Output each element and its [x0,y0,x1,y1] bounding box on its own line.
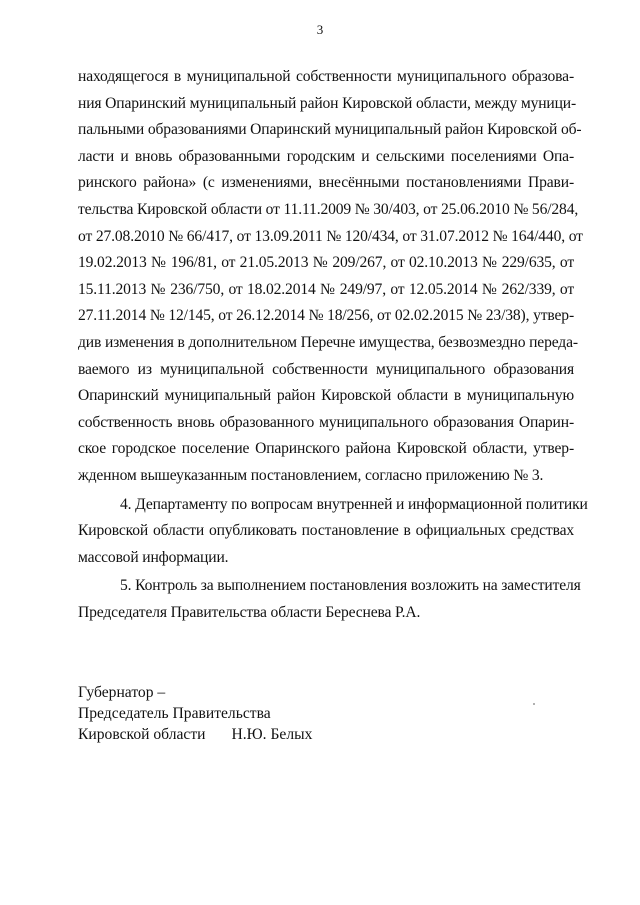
text-line: Опаринский муниципальный район Кировской области в муниципальную [78,387,574,405]
text-line: жденном вышеуказанным постановлением, согласно приложению № 3. [78,466,544,484]
text-line: 27.11.2014 № 12/145, от 26.12.2014 № 18/256, от 02.02.2015 № 23/38), утвер- [78,307,574,325]
page-number: 3 [316,22,324,37]
text-line: 5. Контроль за выполнением постановления возложить на заместителя [120,577,581,595]
text-line: див изменения в дополнительном Перечне имущества, безвозмездно переда- [78,333,578,351]
paragraph-5 [78,573,581,626]
text-line: пальными образованиями Опаринский муниципальный район Кировской об- [78,121,582,139]
text-line: ласти и вновь образованными городским и сельскими поселениями Опа- [78,147,574,165]
text-line: Председателя Правительства области Береснева Р.А. [78,603,421,621]
text-line: массовой информации. [78,548,229,566]
text-line: ваемого из муниципальной собственности муниципального образования [78,360,574,378]
signature-region: Кировской области [78,726,206,743]
signature-title-line-2: Председатель Правительства [78,705,271,722]
signature-title-line-3 [78,724,312,745]
paragraph-4 [78,492,588,572]
document-body [78,64,588,626]
text-line: ринского района» (с изменениями, внесёнными постановлениями Прави- [78,174,574,192]
signature-block [78,682,312,745]
text-line: 19.02.2013 № 196/81, от 21.05.2013 № 209/267, от 02.10.2013 № 229/635, от [78,254,574,272]
text-line: ния Опаринский муниципальный район Кировской области, между муници- [78,94,577,112]
text-line: 15.11.2013 № 236/750, от 18.02.2014 № 249/97, от 12.05.2014 № 262/339, от [78,280,574,298]
paragraph-3-continuation [78,64,583,490]
text-line: Кировской области опубликовать постановление в официальных средствах [78,522,574,540]
text-line: ское городское поселение Опаринского района Кировской области, утвер- [78,440,574,458]
text-line: 4. Департаменту по вопросам внутренней и информационной политики [120,495,588,513]
text-line: тельства Кировской области от 11.11.2009 № 30/403, от 25.06.2010 № 56/284, [78,200,579,218]
text-line: находящегося в муниципальной собственности муниципального образова- [78,68,574,85]
scan-speck [533,703,535,705]
text-line: от 27.08.2010 № 66/417, от 13.09.2011 № 120/434, от 31.07.2012 № 164/440, от [78,227,583,245]
signatory-name: Н.Ю. Белых [231,726,313,743]
signature-title-line-1: Губернатор – [78,684,166,701]
text-line: собственность вновь образованного муниципального образования Опарин- [78,413,574,431]
